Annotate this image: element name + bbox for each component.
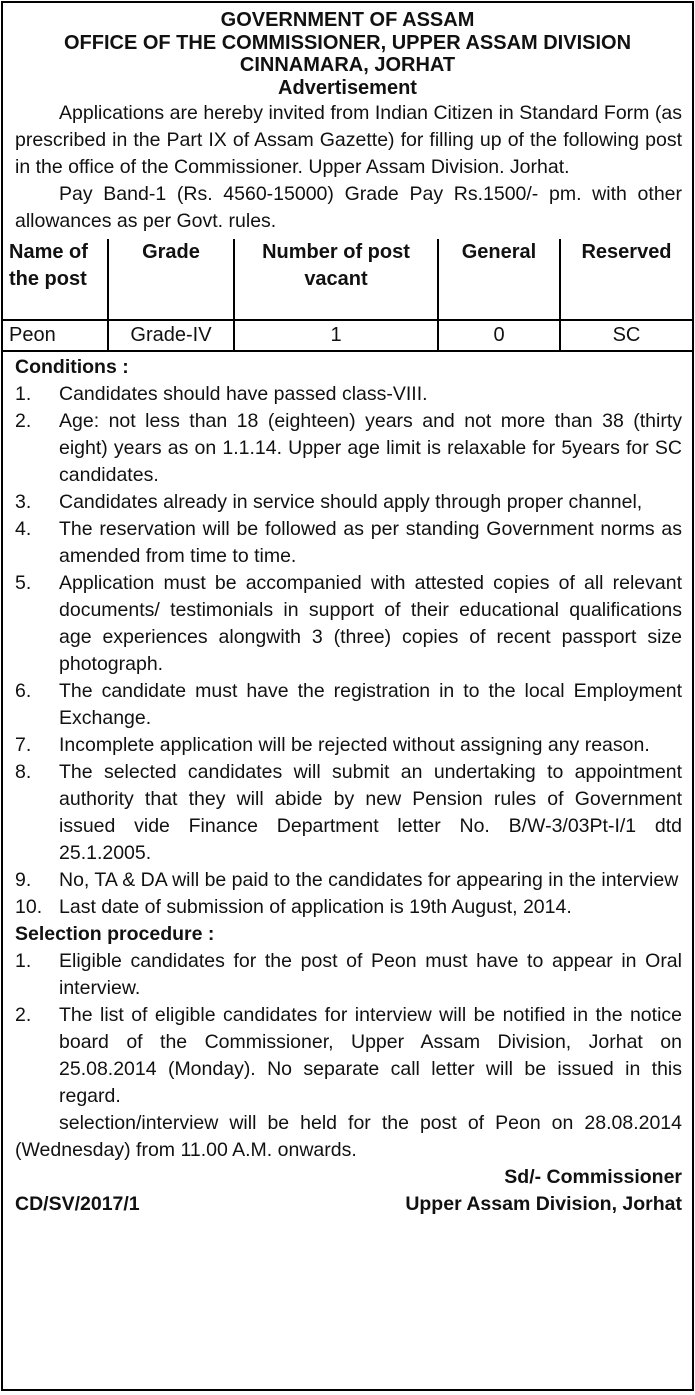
cell-vacant: 1 bbox=[234, 320, 438, 351]
header-office: OFFICE OF THE COMMISSIONER, UPPER ASSAM DIVISION bbox=[63, 31, 632, 54]
header-government: GOVERNMENT OF ASSAM bbox=[220, 9, 475, 31]
list-item-text: The selected candidates will submit an undertaking to appointment authority that they will abide by new Pension rules of Government issued vide Finance Department letter No. B/W-3/03Pt-I/1 dtd 25.1.2005. bbox=[59, 761, 682, 864]
list-item-number: 7. bbox=[15, 734, 32, 756]
list-item-number: 8. bbox=[15, 761, 32, 783]
list-item bbox=[15, 867, 682, 894]
list-item bbox=[15, 1002, 682, 1110]
header-advertisement: Advertisement bbox=[278, 76, 417, 99]
reference-number: CD/SV/2017/1 bbox=[15, 1193, 140, 1215]
list-item bbox=[15, 678, 682, 732]
list-item-text: The reservation will be followed as per standing Government norms as amended from time to time. bbox=[59, 518, 682, 567]
list-item bbox=[15, 408, 682, 489]
header bbox=[3, 3, 692, 99]
header-location: CINNAMARA, JORHAT bbox=[239, 54, 456, 76]
conditions-title: Conditions : bbox=[15, 356, 129, 378]
list-item-text: No, TA & DA will be paid to the candidates for appearing in the interview bbox=[59, 869, 679, 891]
col-name-of-post: Name of the post bbox=[3, 239, 108, 320]
selection-title: Selection procedure : bbox=[15, 923, 215, 945]
col-number-of-post: Number of post vacant bbox=[234, 239, 438, 320]
list-item bbox=[15, 894, 682, 921]
list-item-text: Eligible candidates for the post of Peon must have to appear in Oral interview. bbox=[59, 950, 682, 999]
list-item-number: 5. bbox=[15, 572, 32, 594]
content-body bbox=[3, 354, 692, 1220]
cell-post: Peon bbox=[3, 320, 108, 351]
intro-paragraph: Applications are hereby invited from Indian Citizen in Standard Form (as prescribed in the Part IX of Assam Gazette) for filling up of the following post in the office of the Commissioner. Upper Assam Division. Jorhat. bbox=[15, 102, 682, 178]
list-item-number: 6. bbox=[15, 680, 32, 702]
list-item-number: 1. bbox=[15, 383, 32, 405]
list-item-text: The list of eligible candidates for interview will be notified in the notice board of the Commissioner, Upper Assam Division, Jorhat on 25.08.2014 (Monday). No separate call letter will be issued in this regard. bbox=[59, 1004, 682, 1107]
list-item bbox=[15, 759, 682, 867]
table-row bbox=[3, 320, 692, 351]
conditions-list bbox=[15, 381, 682, 921]
signature-commissioner: Sd/- Commissioner bbox=[504, 1166, 682, 1188]
footer bbox=[15, 1164, 682, 1220]
list-item-text: Incomplete application will be rejected without assigning any reason. bbox=[59, 734, 650, 756]
cell-grade: Grade-IV bbox=[108, 320, 234, 351]
pay-band-paragraph: Pay Band-1 (Rs. 4560-15000) Grade Pay Rs.1500/- pm. with other allowances as per Govt. rules. bbox=[15, 183, 682, 232]
col-general: General bbox=[438, 239, 560, 320]
cell-reserved: SC bbox=[560, 320, 692, 351]
list-item bbox=[15, 570, 682, 678]
selection-list bbox=[15, 948, 682, 1110]
list-item bbox=[15, 489, 682, 516]
post-table bbox=[3, 239, 692, 352]
list-item-number: 4. bbox=[15, 518, 32, 540]
list-item-text: Application must be accompanied with attested copies of all relevant documents/ testimonials in support of their educational qualifications age experiences alongwith 3 (three) copies of recent passport size photograph. bbox=[59, 572, 682, 675]
col-grade: Grade bbox=[108, 239, 234, 320]
list-item-number: 2. bbox=[15, 410, 32, 432]
signature-block bbox=[405, 1164, 682, 1218]
selection-closing: selection/interview will be held for the post of Peon on 28.08.2014 (Wednesday) from 11.00 A.M. onwards. bbox=[15, 1112, 682, 1161]
signature-division: Upper Assam Division, Jorhat bbox=[405, 1193, 682, 1215]
cell-general: 0 bbox=[438, 320, 560, 351]
list-item-number: 3. bbox=[15, 491, 32, 513]
list-item-text: Candidates should have passed class-VIII. bbox=[59, 383, 428, 405]
list-item-text: Candidates already in service should apply through proper channel, bbox=[59, 491, 643, 513]
list-item-number: 10. bbox=[15, 896, 43, 918]
list-item-text: Age: not less than 18 (eighteen) years and not more than 38 (thirty eight) years as on 1.1.14. Upper age limit is relaxable for 5years for SC candidates. bbox=[59, 410, 682, 486]
list-item-text: Last date of submission of application is 19th August, 2014. bbox=[59, 896, 572, 918]
list-item-number: 9. bbox=[15, 869, 32, 891]
list-item bbox=[15, 948, 682, 1002]
col-reserved: Reserved bbox=[560, 239, 692, 320]
list-item-text: The candidate must have the registration in to the local Employment Exchange. bbox=[59, 680, 682, 729]
advertisement-page bbox=[1, 1, 694, 1391]
list-item bbox=[15, 732, 682, 759]
list-item bbox=[15, 516, 682, 570]
table-header-row bbox=[3, 239, 692, 320]
list-item-number: 1. bbox=[15, 950, 32, 972]
list-item bbox=[15, 381, 682, 408]
intro bbox=[3, 99, 692, 235]
list-item-number: 2. bbox=[15, 1004, 32, 1026]
